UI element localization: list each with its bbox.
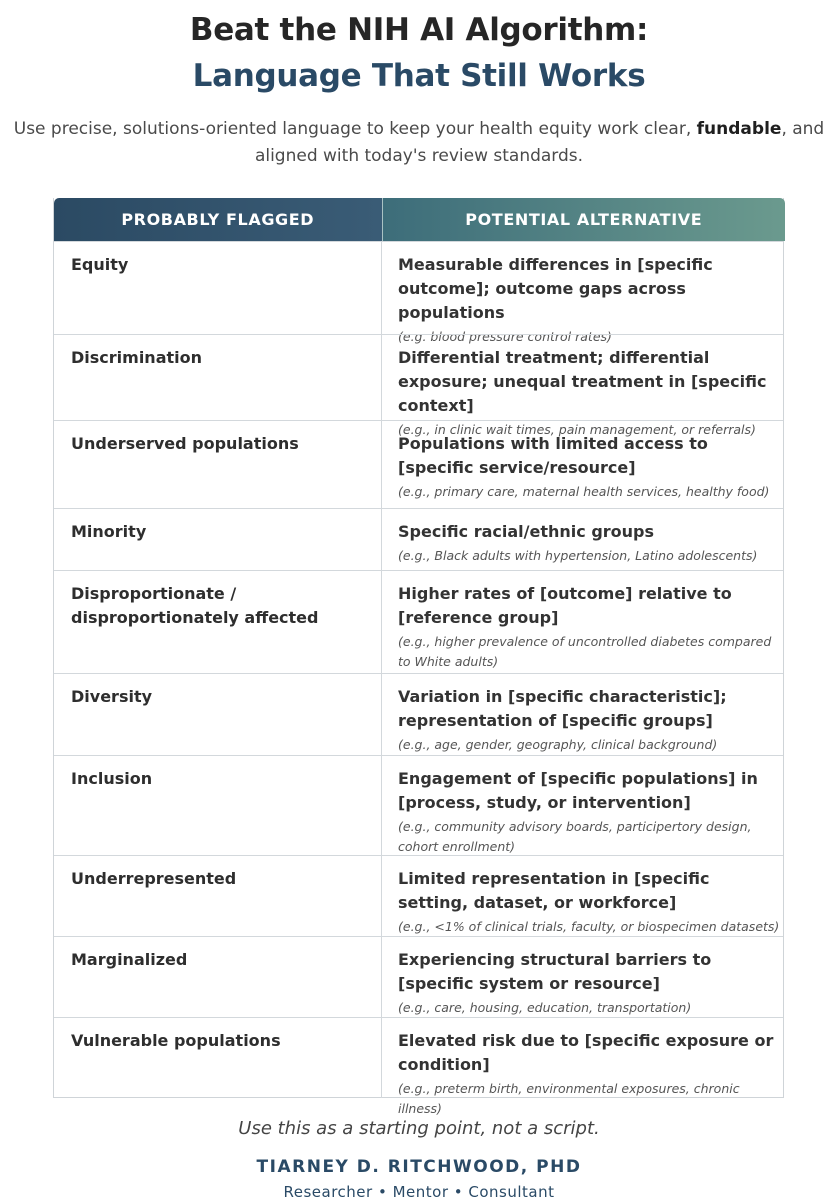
column-header-flagged: PROBABLY FLAGGED [54,198,382,241]
table-row [54,508,783,570]
alternative-text: Populations with limited access to [specific service/resource] [398,434,708,477]
example-text: (e.g., community advisory boards, participertory design, cohort enrollment) [398,819,752,854]
table-row [54,570,783,673]
flagged-term: Inclusion [71,769,153,788]
alternative-cell [398,520,783,566]
flagged-term: Underserved populations [71,434,299,453]
alternative-cell [398,1029,783,1119]
example-text: (e.g., in clinic wait times, pain management, or referrals) [398,422,756,437]
alternative-cell [398,582,783,672]
table-row [54,855,783,936]
example-text: (e.g., <1% of clinical trials, faculty, or biospecimen datasets) [398,919,780,934]
alternative-text: Measurable differences in [specific outcome]; outcome gaps across populations [398,255,713,322]
table-row [54,673,783,755]
flagged-term: Underrepresented [71,869,237,888]
table-row [54,936,783,1017]
example-text: (e.g., Black adults with hypertension, Latino adolescents) [398,548,758,563]
flagged-term: Equity [71,255,129,274]
example-text: (e.g., age, gender, geography, clinical background) [398,737,718,752]
closing-note: Use this as a starting point, not a script. [238,1118,600,1139]
title-line-2: Language That Still Works [192,58,646,94]
subtitle-emphasis: fundable [696,119,782,139]
title-line-1: Beat the NIH AI Algorithm: [189,12,649,48]
alternative-cell [398,767,783,857]
alternative-text: Elevated risk due to [specific exposure or condition] [398,1031,774,1074]
flagged-term: Minority [71,522,147,541]
author-roles: Researcher • Mentor • Consultant [283,1183,555,1201]
flagged-term: Disproportionate / disproportionately affected [71,584,319,627]
table-row [54,420,783,508]
example-text: (e.g., higher prevalence of uncontrolled diabetes compared to White adults) [398,634,772,669]
alternative-cell [398,948,783,1018]
alternative-text: Higher rates of [outcome] relative to [reference group] [398,584,732,627]
alternative-cell [398,432,783,502]
alternative-text: Limited representation in [specific setting, dataset, or workforce] [398,869,710,912]
alternative-cell [398,867,783,937]
author-name: TIARNEY D. RITCHWOOD, PHD [256,1157,582,1177]
alternative-text: Engagement of [specific populations] in [process, study, or intervention] [398,769,758,812]
language-table [53,198,784,1116]
alternative-text: Specific racial/ethnic groups [398,522,655,541]
table-header [54,198,785,241]
alternative-cell [398,685,783,755]
alternative-text: Experiencing structural barriers to [specific system or resource] [398,950,712,993]
flagged-term: Vulnerable populations [71,1031,281,1050]
alternative-cell [398,253,783,347]
alternative-text: Variation in [specific characteristic]; representation of [specific groups] [398,687,727,730]
flagged-term: Discrimination [71,348,203,367]
column-header-alternative: POTENTIAL ALTERNATIVE [382,198,785,241]
table-row [54,241,783,344]
example-text: (e.g., primary care, maternal health services, healthy food) [398,484,770,499]
example-text: (e.g., preterm birth, environmental exposures, chronic illness) [398,1081,740,1116]
flagged-term: Diversity [71,687,153,706]
subtitle: Use precise, solutions-oriented language to keep your health equity work clear, fundable, and aligned with today's review standards. [13,119,825,166]
flagged-term: Marginalized [71,950,188,969]
example-text: (e.g. blood pressure control rates) [398,329,612,344]
table-row [54,334,783,437]
example-text: (e.g., care, housing, education, transportation) [398,1000,692,1015]
alternative-text: Differential treatment; differential exposure; unequal treatment in [specific context] [398,348,767,415]
table-row [54,1017,783,1116]
table-row [54,755,783,855]
